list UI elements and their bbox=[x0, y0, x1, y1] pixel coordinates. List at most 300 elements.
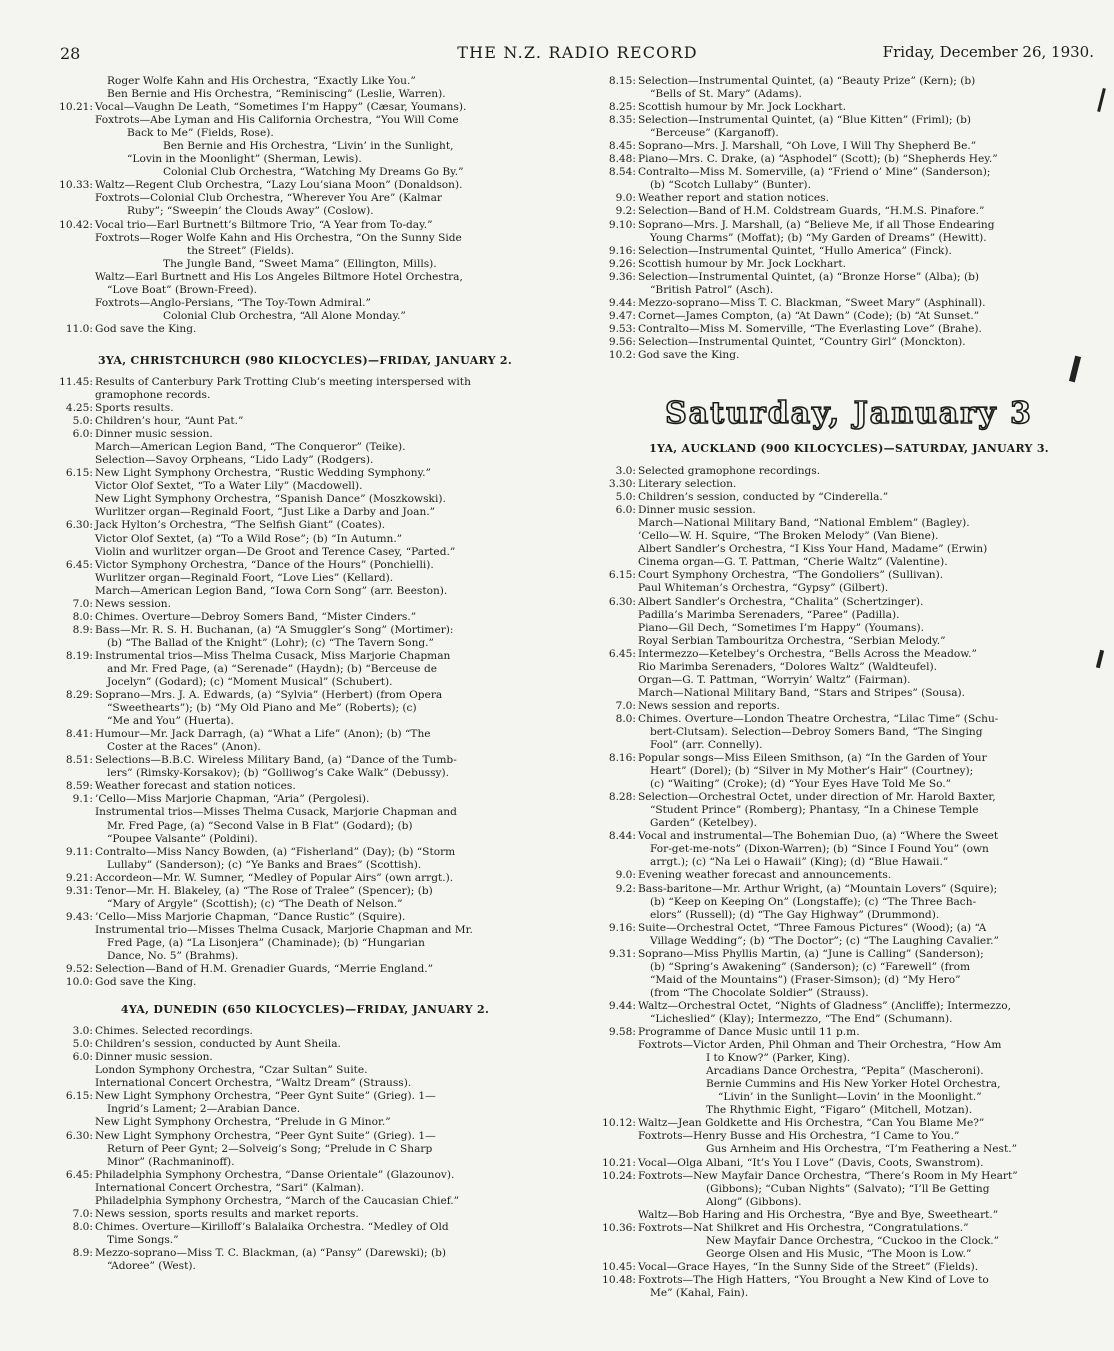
time-label: 10.36: bbox=[602, 1221, 636, 1234]
schedule-line bbox=[45, 114, 565, 127]
entry-text: Children’s session, conducted by “Cinderella.” bbox=[638, 491, 889, 504]
schedule-line bbox=[45, 1182, 565, 1195]
schedule-line bbox=[588, 1039, 1110, 1052]
entry-text: “Maid of the Mountains”) (Fraser-Simson); (d) “My Hero” bbox=[650, 973, 961, 986]
schedule-line bbox=[45, 585, 565, 598]
schedule-line bbox=[45, 676, 565, 689]
schedule-line bbox=[45, 1260, 565, 1273]
entry-text: “Berceuse” (Karganoff). bbox=[650, 127, 779, 140]
schedule-line bbox=[45, 1064, 565, 1077]
programme-block bbox=[588, 75, 1110, 362]
entry-text: Young Charms” (Moffat); (b) “My Garden of Dreams” (Hewitt). bbox=[650, 231, 987, 244]
schedule-line bbox=[45, 820, 565, 833]
entry-text: Padilla’s Marimba Serenaders, “Paree” (Padilla). bbox=[638, 608, 900, 621]
entry-text: Weather report and station notices. bbox=[638, 192, 829, 205]
schedule-line bbox=[588, 140, 1110, 153]
schedule-line bbox=[588, 1248, 1110, 1261]
schedule-line bbox=[588, 1209, 1110, 1222]
schedule-line bbox=[588, 1274, 1110, 1287]
page-header bbox=[55, 40, 1100, 64]
schedule-line bbox=[588, 582, 1110, 595]
schedule-line bbox=[45, 546, 565, 559]
schedule-line bbox=[45, 611, 565, 624]
entry-text: Chimes. Overture—Kirilloff’s Balalaika Orchestra. “Medley of Old bbox=[95, 1220, 449, 1233]
entry-text: Literary selection. bbox=[638, 478, 737, 491]
schedule-line bbox=[588, 179, 1110, 192]
time-label: 8.48: bbox=[608, 153, 636, 166]
entry-text: Instrumental trio—Misses Thelma Cusack, Marjorie Chapman and Mr. bbox=[95, 923, 473, 936]
time-label: 9.56: bbox=[608, 335, 636, 348]
entry-text: Ben Bernie and His Orchestra, “Reminiscing” (Leslie, Warren). bbox=[107, 88, 446, 101]
entry-text: Selection—Instrumental Quintet, (a) “Bronze Horse” (Alba); (b) bbox=[638, 270, 980, 283]
entry-text: (b) “Spring’s Awakening” (Sanderson); (c) “Farewell” (from bbox=[650, 960, 970, 973]
time-label: 8.41: bbox=[65, 728, 93, 741]
entry-text: March—National Military Band, “Stars and Stripes” (Sousa). bbox=[638, 686, 966, 699]
schedule-line bbox=[45, 467, 565, 480]
schedule-line bbox=[45, 376, 565, 389]
schedule-line bbox=[45, 1038, 565, 1051]
entry-text: March—American Legion Band, “Iowa Corn Song” (arr. Beeston). bbox=[95, 584, 448, 597]
schedule-line bbox=[45, 924, 565, 937]
time-label: 6.0: bbox=[615, 504, 636, 517]
schedule-line bbox=[588, 752, 1110, 765]
schedule-line bbox=[588, 192, 1110, 205]
schedule-line bbox=[588, 478, 1110, 491]
schedule-line bbox=[588, 609, 1110, 622]
entry-text: bert-Clutsam). Selection—Debroy Somers Band, “The Singing bbox=[650, 725, 983, 738]
entry-text: London Symphony Orchestra, “Czar Sultan” Suite. bbox=[95, 1064, 368, 1077]
entry-text: Colonial Club Orchestra, “Watching My Dreams Go By.” bbox=[163, 166, 464, 179]
schedule-line bbox=[588, 127, 1110, 140]
entry-text: Fool” (arr. Connelly). bbox=[650, 739, 763, 752]
schedule-line bbox=[45, 127, 565, 140]
schedule-line bbox=[45, 389, 565, 402]
schedule-line bbox=[588, 739, 1110, 752]
entry-text: March—American Legion Band, “The Conqueror” (Teike). bbox=[95, 441, 406, 454]
time-label: 8.45: bbox=[608, 140, 636, 153]
time-label: 3.0: bbox=[72, 1025, 93, 1038]
schedule-line bbox=[45, 937, 565, 950]
schedule-line bbox=[588, 1261, 1110, 1274]
issue-date: Friday, December 26, 1930. bbox=[882, 43, 1094, 61]
schedule-line bbox=[588, 284, 1110, 297]
entry-text: “Lovin in the Moonlight” (Sherman, Lewis). bbox=[127, 153, 362, 166]
entry-text: New Light Symphony Orchestra, “Rustic Wedding Symphony.” bbox=[95, 467, 431, 480]
entry-text: “Adoree” (West). bbox=[107, 1259, 196, 1272]
entry-text: God save the King. bbox=[95, 322, 197, 335]
entry-text: Humour—Mr. Jack Darragh, (a) “What a Life” (Anon); (b) “The bbox=[95, 728, 431, 741]
station-heading: 4YA, DUNEDIN (650 KILOCYCLES)—FRIDAY, JANUARY 2. bbox=[120, 1003, 490, 1017]
schedule-line bbox=[45, 572, 565, 585]
schedule-line bbox=[45, 1130, 565, 1143]
schedule-line bbox=[588, 88, 1110, 101]
entry-text: Selection—Instrumental Quintet, (a) “Beauty Prize” (Kern); (b) bbox=[638, 75, 976, 87]
schedule-line bbox=[588, 1013, 1110, 1026]
schedule-line bbox=[588, 596, 1110, 609]
schedule-line bbox=[588, 336, 1110, 349]
schedule-line bbox=[588, 987, 1110, 1000]
entry-text: Children’s session, conducted by Aunt Sheila. bbox=[95, 1038, 341, 1051]
schedule-line bbox=[45, 258, 565, 271]
time-label: 9.26: bbox=[608, 257, 636, 270]
entry-text: Intermezzo—Ketelbey’s Orchestra, “Bells Across the Meadow.” bbox=[638, 647, 977, 660]
time-label: 8.51: bbox=[65, 754, 93, 767]
time-label: 9.21: bbox=[65, 871, 93, 884]
schedule-line bbox=[588, 883, 1110, 896]
schedule-line bbox=[588, 504, 1110, 517]
entry-text: Court Symphony Orchestra, “The Gondoliers” (Sullivan). bbox=[638, 569, 944, 582]
entry-text: ’Cello—Miss Marjorie Chapman, “Dance Rustic” (Squire). bbox=[95, 910, 406, 923]
time-label: 9.16: bbox=[608, 244, 636, 257]
masthead-title: THE N.Z. RADIO RECORD bbox=[457, 43, 698, 62]
schedule-line bbox=[45, 911, 565, 924]
time-label: 4.25: bbox=[65, 402, 93, 415]
programme-block bbox=[45, 376, 565, 989]
time-label: 5.0: bbox=[72, 1038, 93, 1051]
time-label: 11.0: bbox=[65, 322, 93, 335]
schedule-line bbox=[45, 140, 565, 153]
schedule-line bbox=[588, 1287, 1110, 1300]
entry-text: Chimes. Overture—London Theatre Orchestra, “Lilac Time” (Schu- bbox=[638, 712, 999, 725]
entry-text: Foxtrots—Victor Arden, Phil Ohman and Their Orchestra, “How Am bbox=[638, 1039, 1002, 1052]
entry-text: Waltz—Bob Haring and His Orchestra, “Bye and Bye, Sweetheart.” bbox=[638, 1208, 999, 1221]
entry-text: Albert Sandler’s Orchestra, “Chalita” (Schertzinger). bbox=[638, 595, 924, 608]
entry-text: Albert Sandler’s Orchestra, “I Kiss Your Hand, Madame” (Erwin) bbox=[638, 543, 988, 556]
schedule-line bbox=[588, 258, 1110, 271]
schedule-line bbox=[588, 1235, 1110, 1248]
time-label: 7.0: bbox=[615, 699, 636, 712]
entry-text: Gus Arnheim and His Orchestra, “I’m Feathering a Nest.” bbox=[706, 1143, 1018, 1156]
schedule-line bbox=[588, 830, 1110, 843]
time-label: 10.33: bbox=[59, 179, 93, 192]
schedule-line bbox=[588, 75, 1110, 88]
entry-text: Chimes. Selected recordings. bbox=[95, 1025, 253, 1038]
schedule-line bbox=[45, 166, 565, 179]
entry-text: News session and reports. bbox=[638, 699, 780, 712]
schedule-line bbox=[45, 950, 565, 963]
time-label: 10.48: bbox=[602, 1273, 636, 1286]
schedule-line bbox=[45, 480, 565, 493]
time-label: 9.52: bbox=[65, 963, 93, 976]
entry-text: Foxtrots—Roger Wolfe Kahn and His Orchestra, “On the Sunny Side bbox=[95, 231, 462, 244]
time-label: 9.31: bbox=[65, 884, 93, 897]
entry-text: gramophone records. bbox=[95, 388, 211, 401]
schedule-line bbox=[588, 804, 1110, 817]
schedule-line bbox=[45, 715, 565, 728]
entry-text: Ingrid’s Lament; 2—Arabian Dance. bbox=[107, 1103, 301, 1116]
station-heading: 3YA, CHRISTCHURCH (980 KILOCYCLES)—FRIDAY, JANUARY 2. bbox=[97, 353, 513, 367]
time-label: 8.16: bbox=[608, 752, 636, 765]
time-label: 10.45: bbox=[602, 1260, 636, 1273]
time-label: 10.24: bbox=[602, 1169, 636, 1182]
schedule-line bbox=[45, 1156, 565, 1169]
day-title: Saturday, January 3 bbox=[665, 396, 1033, 432]
entry-text: (b) “The Ballad of the Knight” (Lohr); (c) “The Tavern Song.” bbox=[107, 636, 434, 649]
entry-text: Selection—Orchestral Octet, under direction of Mr. Harold Baxter, bbox=[638, 791, 996, 804]
schedule-line bbox=[588, 1222, 1110, 1235]
entry-text: Bass-baritone—Mr. Arthur Wright, (a) “Mountain Lovers” (Squire); bbox=[638, 882, 998, 895]
entry-text: Return of Peer Gynt; 2—Solveig’s Song; “Prelude in C Sharp bbox=[107, 1142, 433, 1155]
schedule-line bbox=[588, 1104, 1110, 1117]
entry-text: Ruby”; “Sweepin’ the Clouds Away” (Coslow). bbox=[127, 205, 374, 218]
entry-text: Evening weather forecast and announcements. bbox=[638, 869, 892, 882]
schedule-line bbox=[588, 153, 1110, 166]
entry-text: Waltz—Orchestral Octet, “Nights of Gladness” (Ancliffe); Intermezzo, bbox=[638, 999, 1011, 1012]
schedule-line bbox=[45, 963, 565, 976]
schedule-line bbox=[588, 648, 1110, 661]
entry-text: Contralto—Miss Nancy Bowden, (a) “Fisherland” (Day); (b) “Storm bbox=[95, 845, 456, 858]
time-label: 9.47: bbox=[608, 309, 636, 322]
entry-text: elors” (Russell); (d) “The Gay Highway” (Drummond). bbox=[650, 908, 940, 921]
entry-text: “Love Boat” (Brown-Freed). bbox=[107, 283, 258, 296]
schedule-line bbox=[45, 428, 565, 441]
schedule-line bbox=[588, 166, 1110, 179]
schedule-line bbox=[45, 1247, 565, 1260]
entry-text: Foxtrots—The High Hatters, “You Brought a New Kind of Love to bbox=[638, 1273, 989, 1286]
schedule-line bbox=[588, 622, 1110, 635]
schedule-line bbox=[45, 1025, 565, 1038]
time-label: 9.44: bbox=[608, 296, 636, 309]
entry-text: March—National Military Band, “National Emblem” (Bagley). bbox=[638, 517, 970, 530]
time-label: 8.29: bbox=[65, 689, 93, 702]
schedule-line bbox=[45, 741, 565, 754]
entry-text: Popular songs—Miss Eileen Smithson, (a) “In the Garden of Your bbox=[638, 752, 987, 765]
time-label: 8.28: bbox=[608, 791, 636, 804]
entry-text: Lullaby” (Sanderson); (c) “Ye Banks and Braes” (Scottish). bbox=[107, 858, 422, 871]
entry-text: Waltz—Regent Club Orchestra, “Lazy Lou’siana Moon” (Donaldson). bbox=[95, 179, 463, 192]
entry-text: Selection—Instrumental Quintet, “Hullo America” (Finck). bbox=[638, 244, 952, 257]
entry-text: Foxtrots—Nat Shilkret and His Orchestra, “Congratulations.” bbox=[638, 1221, 969, 1234]
schedule-line bbox=[588, 791, 1110, 804]
entry-text: Foxtrots—Colonial Club Orchestra, “Wherever You Are” (Kalmar bbox=[95, 192, 442, 205]
time-label: 8.59: bbox=[65, 780, 93, 793]
entry-text: Contralto—Miss M. Somerville, (a) “Friend o’ Mine” (Sanderson); bbox=[638, 166, 991, 179]
schedule-line bbox=[588, 765, 1110, 778]
entry-text: Cinema organ—G. T. Pattman, “Cherie Waltz” (Valentine). bbox=[638, 556, 948, 569]
time-label: 8.25: bbox=[608, 101, 636, 114]
schedule-line bbox=[588, 349, 1110, 362]
schedule-line bbox=[45, 1077, 565, 1090]
schedule-line bbox=[588, 713, 1110, 726]
entry-text: Selections—B.B.C. Wireless Military Band, (a) “Dance of the Tumb- bbox=[95, 754, 457, 767]
schedule-line bbox=[588, 101, 1110, 114]
time-label: 10.42: bbox=[59, 218, 93, 231]
schedule-line bbox=[45, 598, 565, 611]
schedule-line bbox=[588, 687, 1110, 700]
entry-text: Along” (Gibbons). bbox=[706, 1195, 802, 1208]
schedule-line bbox=[588, 465, 1110, 478]
time-label: 6.15: bbox=[608, 569, 636, 582]
entry-text: Organ—G. T. Pattman, “Worryin’ Waltz” (Fairman). bbox=[638, 673, 911, 686]
entry-text: ’Cello—W. H. Squire, “The Broken Melody” (Van Biene). bbox=[638, 530, 939, 543]
schedule-line bbox=[45, 754, 565, 767]
schedule-line bbox=[45, 506, 565, 519]
entry-text: Tenor—Mr. H. Blakeley, (a) “The Rose of Tralee” (Spencer); (b) bbox=[95, 884, 433, 897]
programme-block bbox=[45, 75, 565, 336]
schedule-line bbox=[588, 310, 1110, 323]
time-label: 9.0: bbox=[615, 192, 636, 205]
schedule-line bbox=[45, 1051, 565, 1064]
schedule-line bbox=[45, 806, 565, 819]
right-column bbox=[588, 75, 1110, 1300]
entry-text: New Light Symphony Orchestra, “Prelude in G Minor.” bbox=[95, 1116, 391, 1129]
schedule-line bbox=[45, 245, 565, 258]
schedule-line bbox=[588, 922, 1110, 935]
entry-text: Me” (Kahal, Fain). bbox=[650, 1286, 749, 1299]
schedule-line bbox=[45, 1234, 565, 1247]
schedule-line bbox=[588, 569, 1110, 582]
programme-block bbox=[588, 465, 1110, 1300]
time-label: 7.0: bbox=[72, 597, 93, 610]
entry-text: “Me and You” (Huerta). bbox=[107, 715, 234, 728]
time-label: 9.1: bbox=[72, 793, 93, 806]
entry-text: Jack Hylton’s Orchestra, “The Selfish Giant” (Coates). bbox=[95, 519, 386, 532]
entry-text: (Gibbons); “Cuban Nights” (Salvato); “I’ll Be Getting bbox=[706, 1182, 990, 1195]
schedule-line bbox=[45, 663, 565, 676]
schedule-line bbox=[45, 493, 565, 506]
time-label: 8.35: bbox=[608, 114, 636, 127]
entry-text: and Mr. Fred Page, (a) “Serenade” (Haydn); (b) “Berceuse de bbox=[107, 662, 437, 675]
time-label: 10.21: bbox=[59, 101, 93, 114]
entry-text: “Licheslied” (Klay); Intermezzo, “The End” (Schumann). bbox=[650, 1013, 953, 1025]
time-label: 9.53: bbox=[608, 322, 636, 335]
entry-text: Bernie Cummins and His New Yorker Hotel Orchestra, bbox=[706, 1078, 1001, 1091]
time-label: 6.30: bbox=[65, 519, 93, 532]
entry-text: Instrumental trios—Misses Thelma Cusack, Marjorie Chapman and bbox=[95, 806, 457, 819]
entry-text: Foxtrots—New Mayfair Dance Orchestra, “There’s Room in My Heart” bbox=[638, 1169, 1018, 1182]
schedule-line bbox=[588, 909, 1110, 922]
schedule-line bbox=[588, 1170, 1110, 1183]
entry-text: Time Songs.” bbox=[107, 1233, 179, 1246]
time-label: 9.2: bbox=[615, 205, 636, 218]
entry-text: Vocal—Grace Hayes, “In the Sunny Side of the Street” (Fields). bbox=[638, 1260, 979, 1273]
entry-text: Soprano—Mrs. J. A. Edwards, (a) “Sylvia” (Herbert) (from Opera bbox=[95, 689, 443, 702]
entry-text: Violin and wurlitzer organ—De Groot and Terence Casey, “Parted.” bbox=[95, 545, 456, 558]
entry-text: Royal Serbian Tambouritza Orchestra, “Serbian Melody.” bbox=[638, 634, 946, 647]
schedule-line bbox=[588, 674, 1110, 687]
time-label: 6.45: bbox=[65, 558, 93, 571]
entry-text: Suite—Orchestral Octet, “Three Famous Pictures” (Wood); (a) “A bbox=[638, 921, 987, 934]
schedule-line bbox=[45, 624, 565, 637]
schedule-line bbox=[588, 869, 1110, 882]
schedule-line bbox=[45, 1208, 565, 1221]
time-label: 6.15: bbox=[65, 467, 93, 480]
entry-text: “Mary of Argyle” (Scottish); (c) “The Death of Nelson.” bbox=[107, 897, 403, 910]
schedule-line bbox=[588, 1183, 1110, 1196]
entry-text: New Light Symphony Orchestra, “Peer Gynt Suite” (Grieg). 1— bbox=[95, 1090, 436, 1103]
schedule-line bbox=[45, 284, 565, 297]
schedule-line bbox=[45, 780, 565, 793]
entry-text: Philadelphia Symphony Orchestra, “Danse Orientale” (Glazounov). bbox=[95, 1168, 455, 1181]
time-label: 6.0: bbox=[72, 428, 93, 441]
schedule-line bbox=[588, 556, 1110, 569]
time-label: 6.30: bbox=[608, 595, 636, 608]
time-label: 6.45: bbox=[608, 647, 636, 660]
schedule-line bbox=[45, 767, 565, 780]
entry-text: Vocal trio—Earl Burtnett’s Biltmore Trio, “A Year from To-day.” bbox=[95, 218, 433, 231]
schedule-line bbox=[588, 323, 1110, 336]
entry-text: Wurlitzer organ—Reginald Foort, “Just Like a Darby and Joan.” bbox=[95, 506, 436, 519]
entry-text: Ben Bernie and His Orchestra, “Livin’ in the Sunlight, bbox=[163, 140, 454, 153]
entry-text: Waltz—Earl Burtnett and His Los Angeles Biltmore Hotel Orchestra, bbox=[95, 270, 463, 283]
entry-text: God save the King. bbox=[95, 976, 197, 989]
entry-text: Children’s hour, “Aunt Pat.” bbox=[95, 415, 244, 428]
schedule-line bbox=[45, 454, 565, 467]
time-label: 9.36: bbox=[608, 270, 636, 283]
entry-text: Mezzo-soprano—Miss T. C. Blackman, “Sweet Mary” (Asphinall). bbox=[638, 296, 986, 309]
time-label: 9.31: bbox=[608, 947, 636, 960]
schedule-line bbox=[588, 271, 1110, 284]
entry-text: Scottish humour by Mr. Jock Lockhart. bbox=[638, 101, 846, 114]
time-label: 9.16: bbox=[608, 921, 636, 934]
schedule-line bbox=[588, 856, 1110, 869]
time-label: 3.30: bbox=[608, 478, 636, 491]
schedule-line bbox=[588, 530, 1110, 543]
time-label: 8.9: bbox=[72, 1246, 93, 1259]
entry-text: Cornet—James Compton, (a) “At Dawn” (Code); (b) “At Sunset.” bbox=[638, 309, 980, 322]
schedule-line bbox=[588, 661, 1110, 674]
entry-text: “Poupee Valsante” (Poldini). bbox=[107, 832, 258, 845]
schedule-line bbox=[45, 859, 565, 872]
entry-text: Accordeon—Mr. W. Sumner, “Medley of Popular Airs” (own arrgt.). bbox=[95, 871, 454, 884]
schedule-line bbox=[45, 559, 565, 572]
time-label: 8.9: bbox=[72, 623, 93, 636]
schedule-line bbox=[45, 310, 565, 323]
entry-text: Vocal and instrumental—The Bohemian Duo, (a) “Where the Sweet bbox=[638, 830, 999, 843]
entry-text: (from “The Chocolate Soldier” (Strauss). bbox=[650, 986, 869, 999]
entry-text: “British Patrol” (Asch). bbox=[650, 283, 774, 296]
schedule-line bbox=[588, 491, 1110, 504]
entry-text: Chimes. Overture—Debroy Somers Band, “Mister Cinders.” bbox=[95, 610, 417, 623]
entry-text: Soprano—Mrs. J. Marshall, “Oh Love, I Will Thy Shepherd Be.” bbox=[638, 140, 977, 153]
entry-text: New Light Symphony Orchestra, “Peer Gynt Suite” (Grieg). 1— bbox=[95, 1129, 436, 1142]
entry-text: Bass—Mr. R. S. H. Buchanan, (a) “A Smuggler’s Song” (Mortimer): bbox=[95, 623, 454, 636]
entry-text: Village Wedding”; (b) “The Doctor”; (c) “The Laughing Cavalier.” bbox=[650, 934, 999, 947]
schedule-line bbox=[588, 935, 1110, 948]
entry-text: Colonial Club Orchestra, “All Alone Monday.” bbox=[163, 309, 406, 322]
time-label: 10.2: bbox=[608, 348, 636, 361]
time-label: 3.0: bbox=[615, 465, 636, 478]
entry-text: “Sweethearts”); (b) “My Old Piano and Me” (Roberts); (c) bbox=[107, 702, 417, 715]
schedule-line bbox=[45, 219, 565, 232]
entry-text: Roger Wolfe Kahn and His Orchestra, “Exactly Like You.” bbox=[107, 75, 416, 87]
entry-text: Wurlitzer organ—Reginald Foort, “Love Lies” (Kellard). bbox=[95, 571, 394, 584]
entry-text: Foxtrots—Henry Busse and His Orchestra, “I Came to You.” bbox=[638, 1130, 960, 1143]
schedule-line bbox=[45, 1143, 565, 1156]
schedule-line bbox=[45, 872, 565, 885]
schedule-line bbox=[588, 817, 1110, 830]
schedule-line bbox=[588, 896, 1110, 909]
entry-text: Soprano—Miss Phyllis Martin, (a) “June is Calling” (Sanderson); bbox=[638, 947, 984, 960]
schedule-line bbox=[588, 1196, 1110, 1209]
entry-text: Fred Page, (a) “La Lisonjera” (Chaminade); (b) “Hungarian bbox=[107, 936, 425, 949]
entry-text: Selected gramophone recordings. bbox=[638, 465, 821, 478]
time-label: 9.10: bbox=[608, 218, 636, 231]
schedule-line bbox=[588, 974, 1110, 987]
schedule-line bbox=[588, 635, 1110, 648]
schedule-line bbox=[588, 245, 1110, 258]
schedule-line bbox=[45, 75, 565, 88]
schedule-line bbox=[588, 1000, 1110, 1013]
schedule-line bbox=[588, 1091, 1110, 1104]
entry-text: “Student Prince” (Romberg); Phantasy, “In a Chinese Temple bbox=[650, 804, 979, 817]
schedule-line bbox=[45, 1221, 565, 1234]
time-label: 5.0: bbox=[615, 491, 636, 504]
time-label: 8.0: bbox=[72, 1220, 93, 1233]
entry-text: Piano—Mrs. C. Drake, (a) “Asphodel” (Scott); (b) “Shepherds Hey.” bbox=[638, 153, 998, 166]
entry-text: Scottish humour by Mr. Jock Lockhart. bbox=[638, 257, 846, 270]
left-column bbox=[45, 75, 565, 1273]
